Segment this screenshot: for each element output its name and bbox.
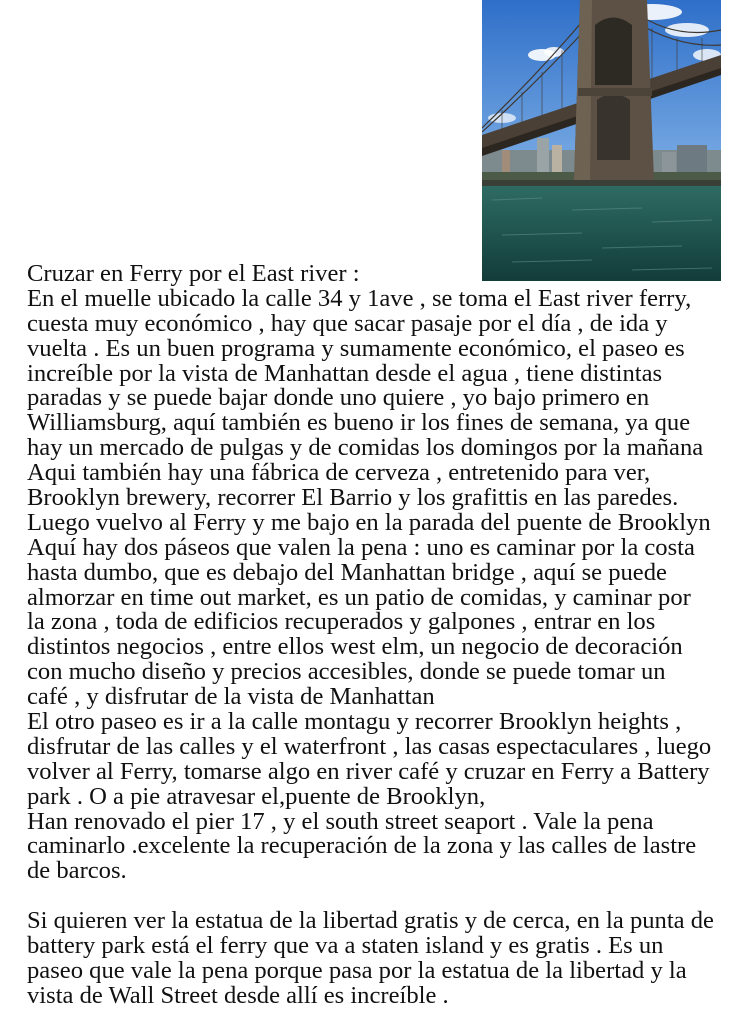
paragraph-line: paseo que vale la pena porque pasa por la estatua de la libertad y la [27, 956, 687, 984]
paragraph-line: vuelta . Es un buen programa y sumamente económico, el paseo es [27, 334, 685, 362]
blank-line [27, 884, 738, 909]
brooklyn-bridge-photo [482, 0, 721, 281]
paragraph-line: vista de Wall Street desde allí es increíble . [27, 981, 449, 1009]
paragraph-line: hasta dumbo, que es debajo del Manhattan bridge , aquí se puede [27, 558, 667, 586]
paragraph-line: En el muelle ubicado la calle 34 y 1ave , se toma el East river ferry, [27, 284, 692, 312]
paragraph-line: cuesta muy económico , hay que sacar pasaje por el día , de ida y [27, 309, 668, 337]
paragraph-line: distintos negocios , entre ellos west elm, un negocio de decoración [27, 633, 683, 661]
paragraph-line: hay un mercado de pulgas y de comidas los domingos por la mañana [27, 434, 704, 462]
paragraph-line: la zona , toda de edificios recuperados y galpones , entrar en los [27, 608, 656, 636]
paragraph-line: café , y disfrutar de la vista de Manhattan [27, 683, 435, 711]
paragraph-line: increíble por la vista de Manhattan desde el agua , tiene distintas [27, 359, 663, 387]
article-body [27, 262, 738, 1009]
paragraph-line: Aquí hay dos páseos que valen la pena : uno es caminar por la costa [27, 533, 695, 561]
paragraph-line: battery park está el ferry que va a staten island y es gratis . Es un [27, 932, 664, 960]
paragraph-line: de barcos. [27, 857, 127, 885]
paragraph-line: Han renovado el pier 17 , y el south street seaport . Vale la pena [27, 807, 654, 835]
paragraph-line: disfrutar de las calles y el waterfront , las casas espectaculares , luego [27, 732, 712, 760]
paragraph-line: caminarlo .excelente la recuperación de la zona y las calles de lastre [27, 832, 697, 860]
paragraph-line: volver al Ferry, tomarse algo en river café y cruzar en Ferry a Battery [27, 757, 710, 785]
paragraph-line: Williamsburg, aquí también es bueno ir los fines de semana, ya que [27, 409, 691, 437]
paragraph-line: El otro paseo es ir a la calle montagu y recorrer Brooklyn heights , [27, 708, 682, 736]
paragraph-line: Si quieren ver la estatua de la libertad gratis y de cerca, en la punta de [27, 907, 714, 935]
paragraph-line: con mucho diseño y precios accesibles, donde se puede tomar un [27, 658, 666, 686]
paragraph-line: park . O a pie atravesar el,puente de Brooklyn, [27, 782, 486, 810]
paragraph-line: Aqui también hay una fábrica de cerveza , entretenido para ver, [27, 459, 651, 487]
paragraph-line: almorzar en time out market, es un patio de comidas, y caminar por [27, 583, 691, 611]
paragraph-line: paradas y se puede bajar donde uno quiere , yo bajo primero en [27, 384, 650, 412]
paragraph-line: Brooklyn brewery, recorrer El Barrio y los grafittis en las paredes. [27, 484, 679, 512]
paragraph-line: Luego vuelvo al Ferry y me bajo en la parada del puente de Brooklyn [27, 508, 711, 536]
section-heading: Cruzar en Ferry por el East river : [27, 260, 360, 287]
